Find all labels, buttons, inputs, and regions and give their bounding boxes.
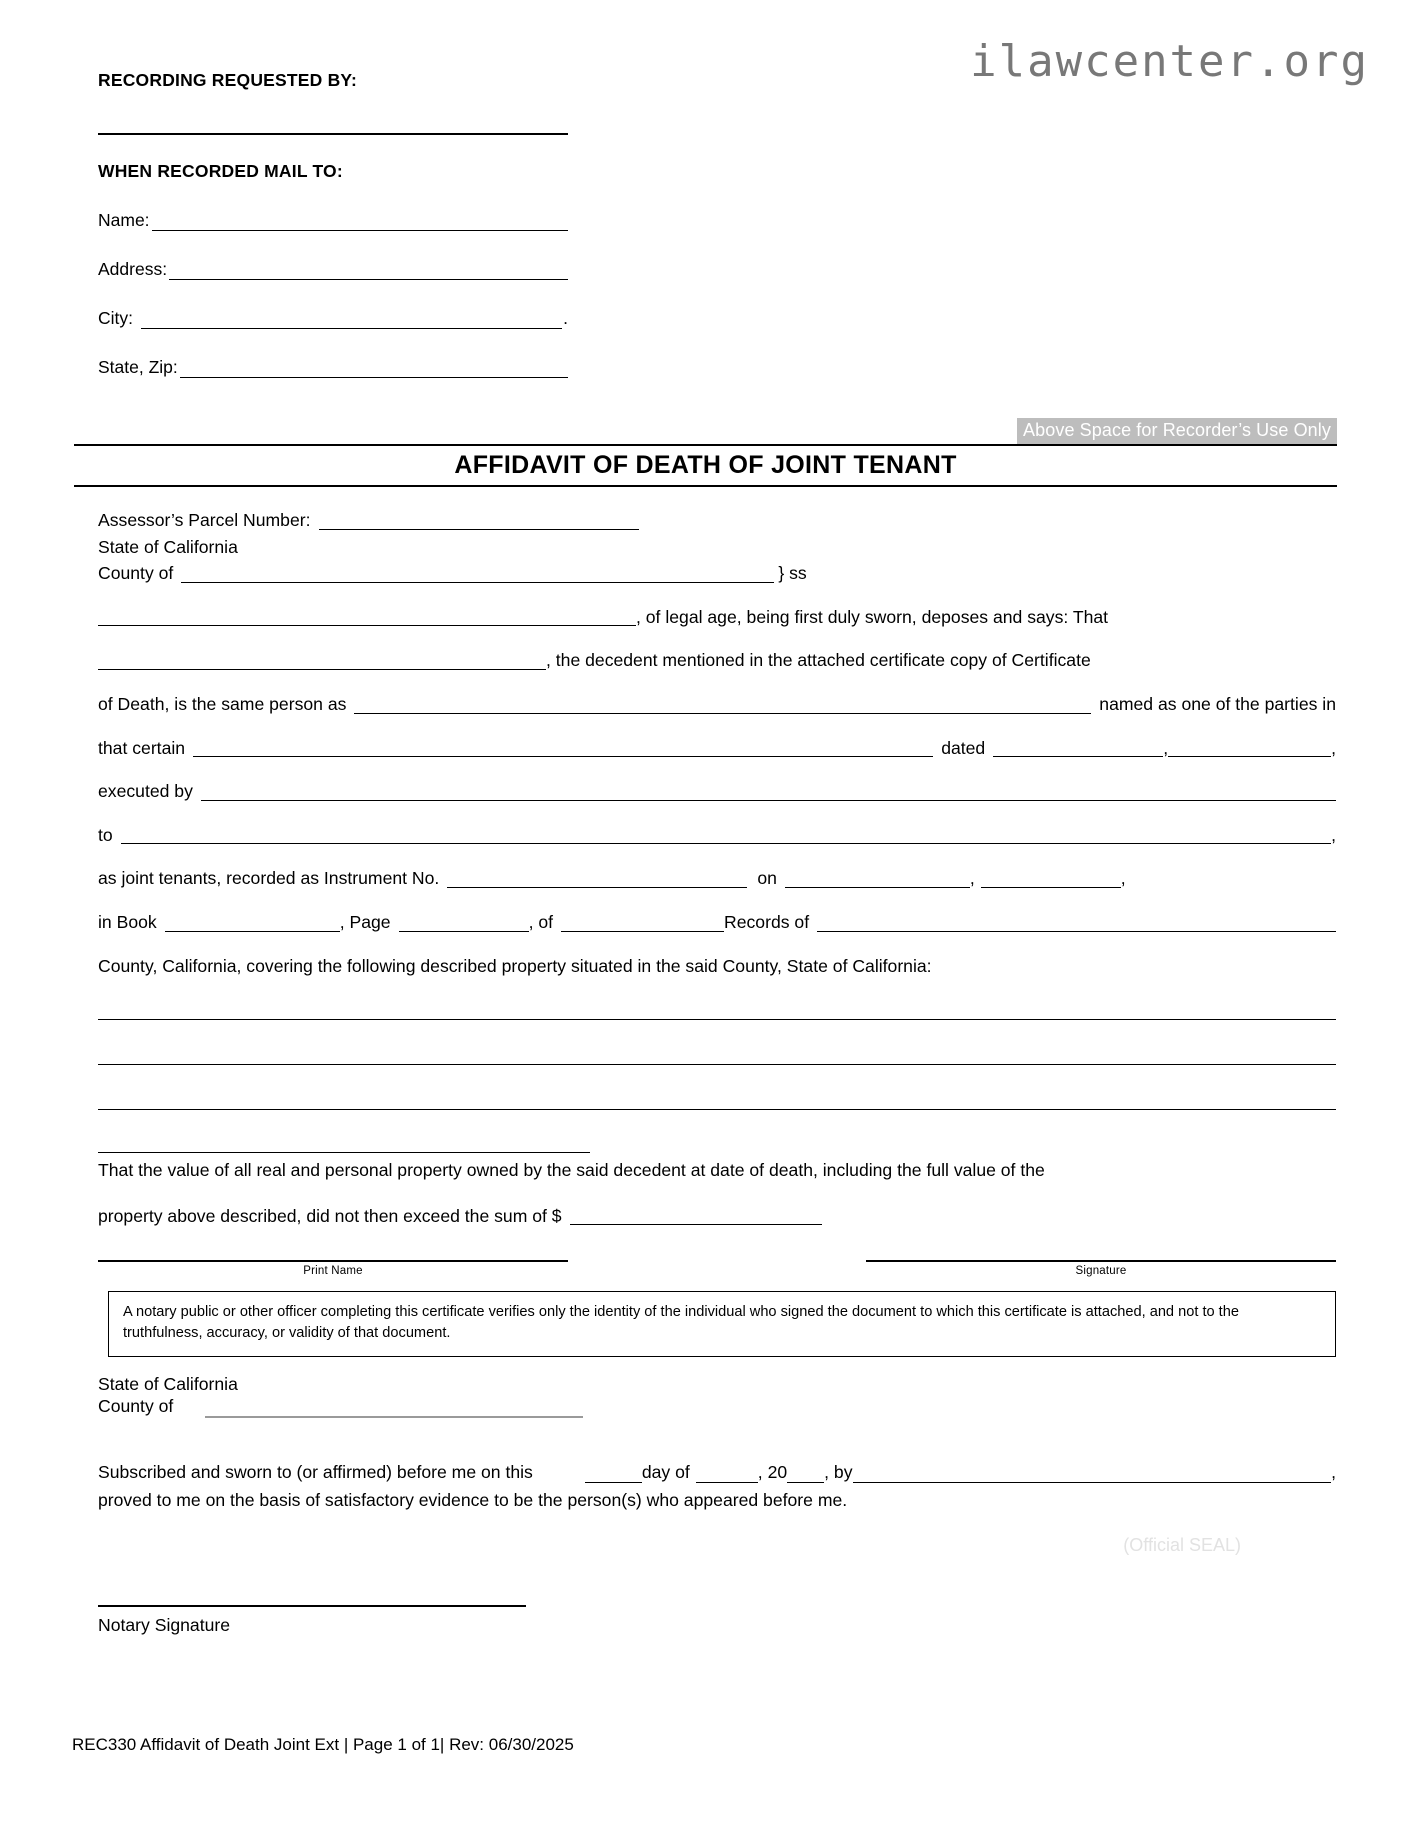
property-description-line-2[interactable] (98, 1064, 1336, 1065)
jurat-prefix: Subscribed and sworn to (or affirmed) before me on this (98, 1462, 533, 1482)
notary-signature-caption: Notary Signature (98, 1615, 231, 1635)
state-of-california-line: State of California (98, 536, 238, 557)
that-certain-row (98, 737, 1336, 758)
jurat-line-1 (98, 1462, 1336, 1483)
instrument-row (98, 870, 1336, 888)
property-description-line-4[interactable] (98, 1152, 590, 1153)
name-field-input[interactable] (152, 214, 568, 231)
same-person-suffix: named as one of the parties in (1099, 693, 1336, 714)
document-body (98, 512, 1336, 1225)
apn-label: Assessor’s Parcel Number: (98, 510, 311, 530)
to-comma: , (1331, 824, 1336, 845)
jurat-day-of-label: day of (641, 1462, 690, 1482)
dated-comma-2: , (1331, 737, 1336, 758)
property-description-line-3[interactable] (98, 1109, 1336, 1110)
notary-venue-county-label: County of (98, 1395, 174, 1416)
dated-year-input[interactable] (1168, 740, 1331, 757)
instrument-comma-1: , (969, 868, 975, 889)
that-certain-input[interactable] (193, 740, 933, 757)
instrument-comma-2: , (1120, 868, 1126, 889)
jurat-line-2: proved to me on the basis of satisfactory evidence to be the person(s) who appeared before me. (98, 1490, 848, 1510)
that-certain-prefix: that certain (98, 737, 186, 758)
document-title-block (74, 444, 1337, 487)
jurat-by-label: , by (824, 1462, 853, 1482)
same-person-row (98, 693, 1336, 714)
official-seal-placeholder: (Official SEAL) (1123, 1535, 1241, 1555)
apn-input[interactable] (319, 514, 639, 530)
when-recorded-mail-to-label: WHEN RECORDED MAIL TO: (98, 161, 343, 181)
recording-header-block (98, 70, 568, 378)
jurat-trailing-comma: , (1331, 1462, 1336, 1482)
notary-venue-county-row (98, 1396, 583, 1418)
page-label: , Page (339, 911, 391, 932)
address-field-input[interactable] (169, 263, 568, 280)
county-row (98, 565, 1336, 583)
city-field-label: City: (98, 308, 133, 328)
of-label: , of (528, 911, 554, 932)
instrument-date-input[interactable] (785, 871, 970, 888)
name-field-label: Name: (98, 210, 150, 230)
value-statement-line-1: That the value of all real and personal property owned by the said decedent at date of death, including the full value of the (98, 1160, 1045, 1181)
to-label: to (98, 824, 113, 845)
page-footer: REC330 Affidavit of Death Joint Ext | Page 1 of 1| Rev: 06/30/2025 (72, 1735, 574, 1754)
print-name-caption: Print Name (303, 1265, 363, 1277)
value-statement-line-2 (98, 1205, 1336, 1226)
state-zip-field-input[interactable] (180, 361, 568, 378)
to-input[interactable] (121, 827, 1331, 844)
to-row (98, 824, 1336, 845)
affiant-signature-row (98, 1260, 1336, 1277)
signature-caption: Signature (1075, 1265, 1127, 1277)
site-watermark: ilawcenter.org (970, 36, 1369, 87)
instrument-year-input[interactable] (981, 871, 1121, 888)
affiant-name-input[interactable] (98, 609, 636, 626)
instrument-on-label: on (757, 868, 777, 889)
instrument-no-input[interactable] (447, 871, 747, 888)
page-input[interactable] (399, 915, 529, 932)
same-person-prefix: of Death, is the same person as (98, 693, 347, 714)
page-title: AFFIDAVIT OF DEATH OF JOINT TENANT (454, 451, 957, 479)
city-field-input[interactable] (141, 312, 562, 329)
property-description-line-1[interactable] (98, 1019, 1336, 1020)
jurat-month-input[interactable] (696, 1466, 758, 1483)
notary-venue-county-input[interactable] (205, 1401, 583, 1418)
value-amount-input[interactable] (570, 1208, 822, 1225)
print-name-block (98, 1260, 568, 1277)
county-label: County of (98, 563, 174, 584)
instrument-label: as joint tenants, recorded as Instrument No. (98, 868, 440, 889)
county-input[interactable] (181, 567, 774, 583)
dated-comma-1: , (1163, 737, 1169, 758)
book-input[interactable] (165, 915, 340, 932)
value-statement-text: property above described, did not then exceed the sum of $ (98, 1205, 562, 1226)
dated-month-input[interactable] (993, 740, 1163, 757)
records-of-label: Records of (724, 911, 810, 932)
dated-label: dated (941, 737, 986, 758)
notary-venue-state: State of California (98, 1374, 238, 1394)
affiant-name-row (98, 606, 1336, 627)
county-covering-row (98, 955, 1336, 976)
state-zip-field-label: State, Zip: (98, 357, 178, 377)
affiant-name-text: , of legal age, being first duly sworn, deposes and says: That (636, 606, 1109, 627)
executed-by-row (98, 783, 1336, 801)
book-page-row (98, 911, 1336, 932)
same-person-input[interactable] (354, 697, 1091, 714)
county-ss-suffix: } ss (778, 563, 807, 584)
notary-venue-block (98, 1374, 583, 1418)
address-field-label: Address: (98, 259, 168, 279)
name-field-row (98, 210, 568, 231)
notary-disclaimer-box (108, 1291, 1336, 1357)
recorder-use-banner: Above Space for Recorder’s Use Only (1017, 418, 1337, 444)
address-field-row (98, 259, 568, 280)
jurat-block (98, 1462, 1336, 1511)
book-label: in Book (98, 911, 157, 932)
signature-block (866, 1260, 1336, 1277)
title-rule-bottom (74, 485, 1337, 487)
jurat-day-input[interactable] (585, 1466, 642, 1483)
decedent-name-row (98, 652, 1336, 670)
decedent-name-text: , the decedent mentioned in the attached certificate copy of Certificate (546, 650, 1091, 671)
records-of-input[interactable] (817, 915, 1336, 932)
county-covering-text: County, California, covering the following described property situated in the said County, State of California: (98, 955, 932, 976)
state-zip-field-row (98, 357, 568, 378)
jurat-name-input[interactable] (853, 1466, 1332, 1483)
notary-disclaimer-text: A notary public or other officer completing this certificate verifies only the identity of the individual who signed the document to which this certificate is attached, and not to the truthfulness, accuracy, or validity of that document. (123, 1304, 1239, 1342)
jurat-year-prefix: , 20 (757, 1462, 788, 1482)
notary-signature-block (98, 1605, 526, 1636)
recording-requested-by-label: RECORDING REQUESTED BY: (98, 70, 358, 90)
apn-row (98, 512, 1336, 530)
jurat-year-input[interactable] (787, 1466, 824, 1483)
executed-by-input[interactable] (201, 784, 1336, 801)
executed-by-label: executed by (98, 781, 193, 802)
city-field-trailing: . (563, 308, 568, 328)
records-type-input[interactable] (561, 915, 724, 932)
city-field-row (98, 308, 568, 329)
decedent-name-input[interactable] (98, 653, 546, 670)
